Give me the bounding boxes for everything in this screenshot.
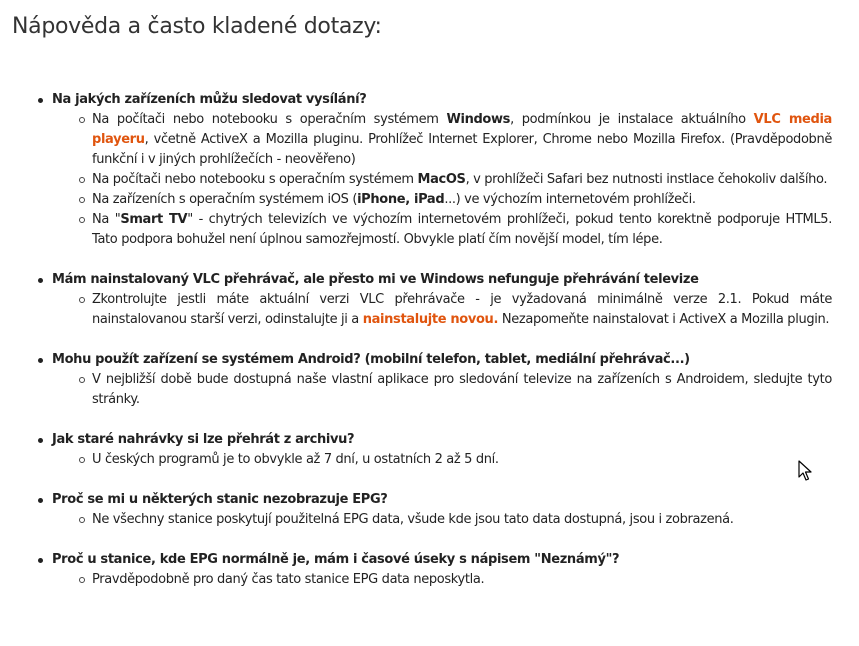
answer-list	[52, 370, 832, 410]
answer-highlight: Windows	[446, 112, 511, 127]
vlc-media-player-link[interactable]: VLC media playeru	[92, 112, 832, 147]
faq-question: Na jakých zařízeních můžu sledovat vysílání?	[52, 92, 367, 107]
answer-text: Na zařízeních s operačním systémem iOS (	[92, 192, 358, 207]
page-title: Nápověda a často kladené dotazy:	[12, 14, 382, 39]
answer-archive	[92, 450, 832, 470]
answer-text: Ne všechny stanice poskytují použitelná EPG data, všude kde jsou tato data dostupná, jsou i zobrazená.	[92, 512, 734, 527]
faq-item-android	[52, 350, 832, 410]
mouse-pointer-icon	[798, 460, 812, 482]
install-new-link[interactable]: nainstalujte novou.	[362, 312, 499, 327]
faq-list	[0, 90, 832, 610]
answer-smart-tv	[92, 210, 832, 250]
faq-question: Mohu použít zařízení se systémem Android? (mobilní telefon, tablet, mediální přehrávač...)	[52, 352, 690, 367]
faq-question: Proč u stanice, kde EPG normálně je, mám i časové úseky s nápisem "Neznámý"?	[52, 552, 620, 567]
answer-list	[52, 510, 832, 530]
answer-epg-missing	[92, 510, 832, 530]
answer-vlc-version	[92, 290, 832, 330]
faq-question: Jak staré nahrávky si lze přehrát z archivu?	[52, 432, 355, 447]
faq-question: Proč se mi u některých stanic nezobrazuje EPG?	[52, 492, 388, 507]
answer-ios	[92, 190, 832, 210]
answer-text: Na počítači nebo notebooku s operačním systémem	[92, 112, 447, 127]
answer-text: Zkontrolujte jestli máte aktuální verzi VLC přehrávače - je vyžadovaná minimálně verze 2.1. Pokud máte nainstalovanou starší verzi, odinstalujte ji a	[92, 292, 832, 327]
faq-item-epg-missing	[52, 490, 832, 530]
answer-highlight: MacOS	[417, 172, 466, 187]
answer-windows	[92, 110, 832, 170]
answer-text: Nezapomeňte nainstalovat i ActiveX a Mozilla plugin.	[498, 312, 830, 327]
answer-list	[52, 110, 832, 250]
answer-text: " - chytrých televizích ve výchozím internetovém prohlížeči, pokud tento korektně podporuje HTML5. Tato podpora bohužel není úplnou samozřejmostí. Obvykle platí čím novější model, tím lépe.	[92, 212, 832, 247]
answer-epg-unknown	[92, 570, 832, 590]
answer-list	[52, 570, 832, 590]
answer-text: , včetně ActiveX a Mozilla pluginu. Prohlížeč Internet Explorer, Chrome nebo Mozilla Firefox. (Pravděpodobně funkční i v jiných prohlížečích - neověřeno)	[92, 132, 832, 167]
answer-text: , v prohlížeči Safari bez nutnosti instlace čehokoliv dalšího.	[465, 172, 828, 187]
answer-text: ...) ve výchozím internetovém prohlížeči.	[444, 192, 696, 207]
answer-text: Na "	[92, 212, 121, 227]
faq-item-epg-unknown	[52, 550, 832, 590]
answer-text: V nejbližší době bude dostupná naše vlastní aplikace pro sledování televize na zařízeních s Androidem, sledujte tyto stránky.	[92, 372, 832, 407]
answer-text: Pravděpodobně pro daný čas tato stanice EPG data neposkytla.	[92, 572, 485, 587]
faq-question: Mám nainstalovaný VLC přehrávač, ale přesto mi ve Windows nefunguje přehrávání televize	[52, 272, 699, 287]
answer-android	[92, 370, 832, 410]
answer-highlight: Smart TV	[120, 212, 188, 227]
answer-text: Na počítači nebo notebooku s operačním systémem	[92, 172, 418, 187]
answer-text: , podmínkou je instalace aktuálního	[510, 112, 754, 127]
answer-macos	[92, 170, 832, 190]
answer-highlight: iPhone, iPad	[357, 192, 445, 207]
faq-item-vlc	[52, 270, 832, 330]
answer-text: U českých programů je to obvykle až 7 dní, u ostatních 2 až 5 dní.	[92, 452, 499, 467]
faq-item-devices	[52, 90, 832, 250]
answer-list	[52, 290, 832, 330]
faq-item-archive	[52, 430, 832, 470]
answer-list	[52, 450, 832, 470]
